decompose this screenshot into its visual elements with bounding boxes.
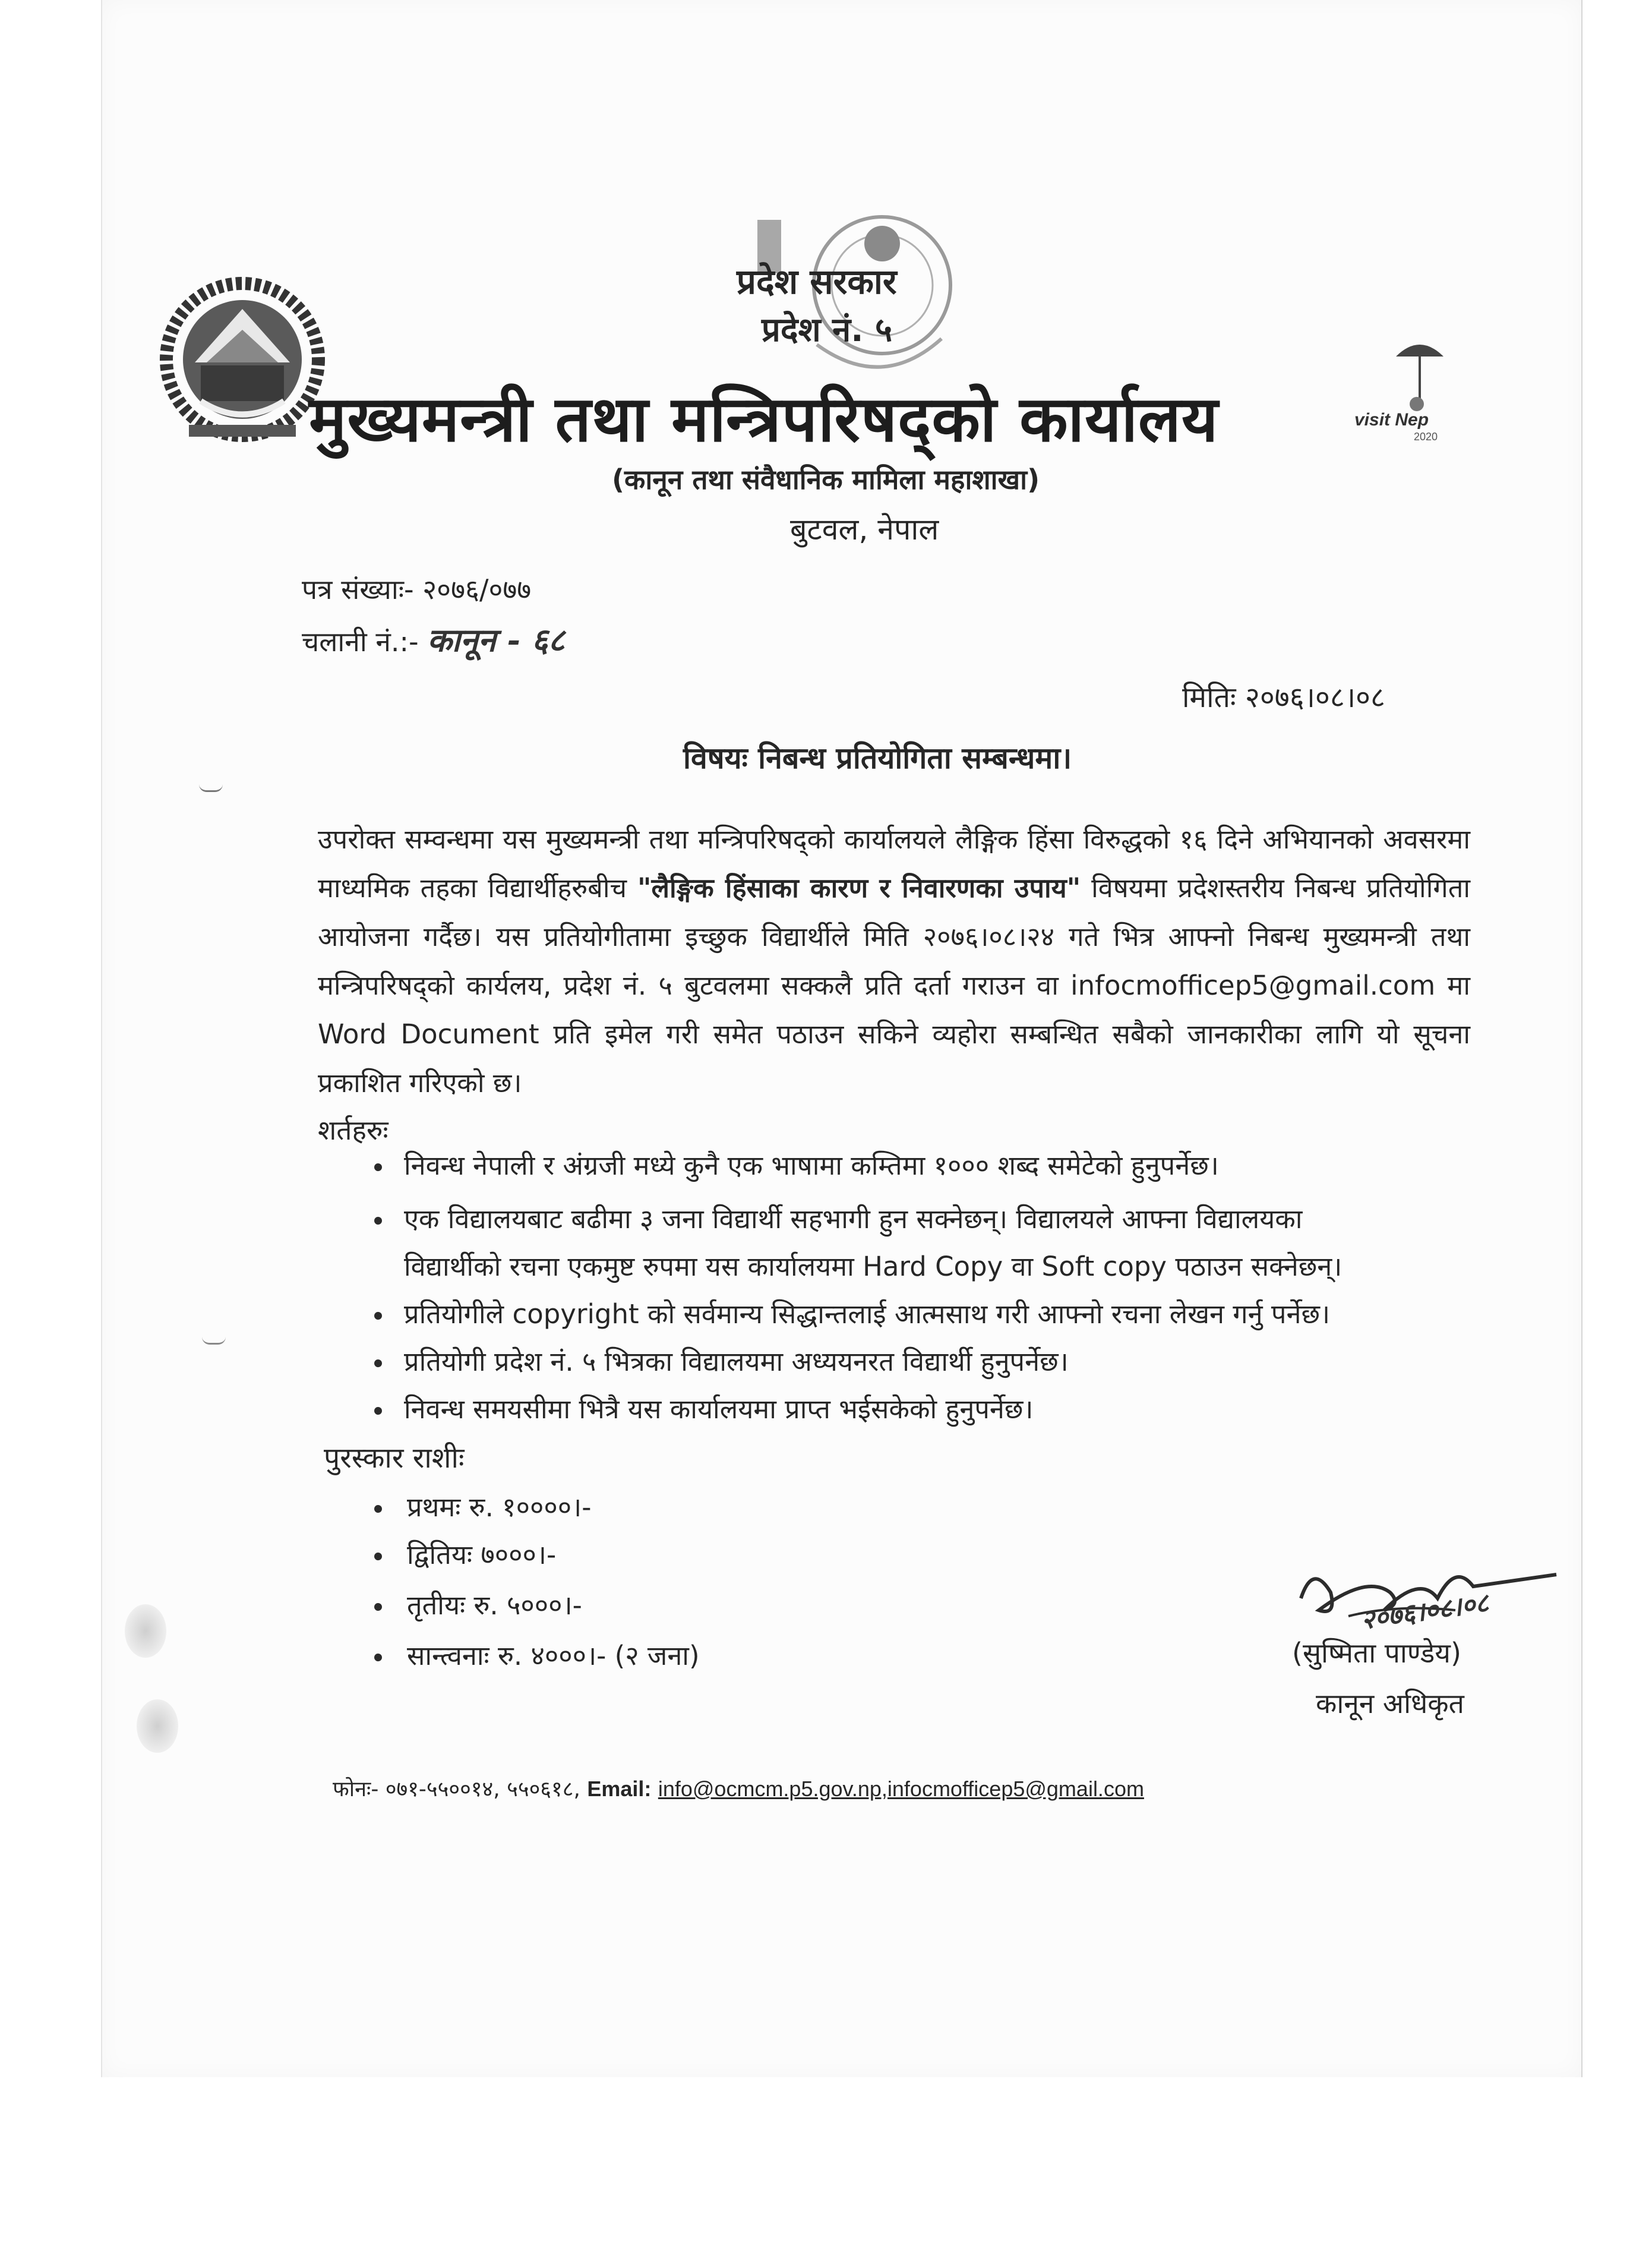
scan-smudge (125, 1604, 166, 1658)
bullet (374, 1603, 382, 1611)
letter-number-label: पत्र संख्याः- (302, 573, 414, 605)
visit-logo-text: visit Nep (1354, 410, 1429, 430)
bullet (374, 1312, 382, 1320)
signature-date: २०७६।०८।०८ (1359, 1588, 1491, 1636)
bullet (374, 1163, 382, 1171)
prize-text: सान्त्वनाः रु. ४०००।- (२ जना) (407, 1640, 700, 1671)
dispatch-number-label: चलानी नं.:- (302, 626, 419, 658)
letter-number (302, 570, 531, 607)
footer-phone: फोनः- ०७१-५५००१४, ५५०६१८, (333, 1777, 580, 1802)
bullet (374, 1407, 382, 1415)
letter-subject: विषयः निबन्ध प्रतियोगिता सम्बन्धमा। (683, 741, 1072, 775)
body-part-2: विषयमा प्रदेशस्तरीय निबन्ध प्रतियोगिता आयोजना गर्दैछ। यस प्रतियोगीतामा इच्छुक विद्यार्थीले मिति २०७६।०८।२४ गते भित्र आफ्नो निबन्ध मुख्यमन्त्री तथा मन्त्रिपरिषद्को कार्यलय, प्रदेश नं. ५ बुटवलमा सक्कलै प्रति दर्ता गराउन वा infocmofficep5@gmail.com मा Word Document प्रति इमेल गरी समेत पठाउन सकिने व्यहोरा सम्बन्धित सबैको जानकारीका लागि यो सूचना प्रकाशित गरिएको छ। (318, 872, 1470, 1099)
letter-number-value: २०७६/०७७ (422, 573, 532, 605)
dispatch-number (302, 617, 565, 661)
bullet (374, 1553, 382, 1560)
prizes-heading: पुरस्कार राशीः (324, 1441, 465, 1475)
footer-email-links[interactable]: info@ocmcm.p5.gov.np,infocmofficep5@gmail.com (658, 1777, 1144, 1801)
prize-text: द्वितियः ७०००।- (407, 1539, 557, 1570)
office-location: बुटवल, नेपाल (790, 512, 939, 547)
visit-logo-year: 2020 (1414, 431, 1438, 443)
scan-smudge (137, 1699, 178, 1753)
bullet (374, 1505, 382, 1513)
bullet (374, 1217, 382, 1225)
prize-text: प्रथमः रु. १००००।- (407, 1491, 592, 1523)
condition-text: एक विद्यालयबाट बढीमा ३ जना विद्यार्थी सहभागी हुन सक्नेछन्। विद्यालयले आफ्ना विद्यालयका (404, 1203, 1303, 1235)
bullet (374, 1654, 382, 1661)
conditions-heading: शर्तहरुः (318, 1114, 388, 1146)
provincial-emblem-icon (153, 273, 331, 446)
visit-nepal-logo (1354, 327, 1473, 452)
prize-text: तृतीयः रु. ५०००।- (407, 1589, 582, 1621)
condition-text: निवन्ध समयसीमा भित्रै यस कार्यालयमा प्राप्त भईसकेको हुनुपर्नेछ। (404, 1393, 1034, 1425)
essay-topic: "लैङ्गिक हिंसाका कारण र निवारणका उपाय" (637, 872, 1081, 904)
province-heading: प्रदेश नं. ५ (762, 311, 893, 349)
office-title: मुख्यमन्त्री तथा मन्त्रिपरिषद्को कार्यालय (309, 383, 1219, 456)
condition-text: निवन्ध नेपाली र अंग्रजी मध्ये कुनै एक भाषामा कम्तिमा १००० शब्द समेटेको हुनुपर्नेछ। (404, 1150, 1219, 1181)
dispatch-number-value: कानून - ६८ (427, 621, 565, 659)
contact-footer (333, 1774, 1144, 1803)
body-paragraph (318, 815, 1470, 1108)
letter-date: मितिः २०७६।०८।०८ (1182, 681, 1385, 714)
condition-text: प्रतियोगीले copyright को सर्वमान्य सिद्धान्तलाई आत्मसाथ गरी आफ्नो रचना लेखन गर्नु पर्नेछ। (404, 1298, 1331, 1330)
bullet (374, 1359, 382, 1367)
condition-text: विद्यार्थीको रचना एकमुष्ट रुपमा यस कार्यालयमा Hard Copy वा Soft copy पठाउन सक्नेछन्। (404, 1251, 1343, 1282)
body-part-1: उपरोक्त सम्वन्धमा यस मुख्यमन्त्री तथा मन्त्रिपरिषद्को कार्यालयले लैङ्गिक हिंसा विरुद्धको १६ दिने अभियानको अवसरमा माध्यमिक तहका विद्यार्थीहरुबीच (318, 824, 1470, 904)
signer-title: कानून अधिकृत (1316, 1687, 1464, 1720)
condition-text: प्रतियोगी प्रदेश नं. ५ भित्रका विद्यालयमा अध्ययनरत विद्यार्थी हुनुपर्नेछ। (404, 1346, 1069, 1377)
government-heading: प्रदेश सरकार (737, 261, 897, 302)
signer-name: (सुष्मिता पाण्डेय) (1292, 1637, 1461, 1669)
footer-email-label: Email: (587, 1777, 652, 1801)
branch-name: (कानून तथा संवैधानिक मामिला महाशाखा) (612, 463, 1040, 496)
